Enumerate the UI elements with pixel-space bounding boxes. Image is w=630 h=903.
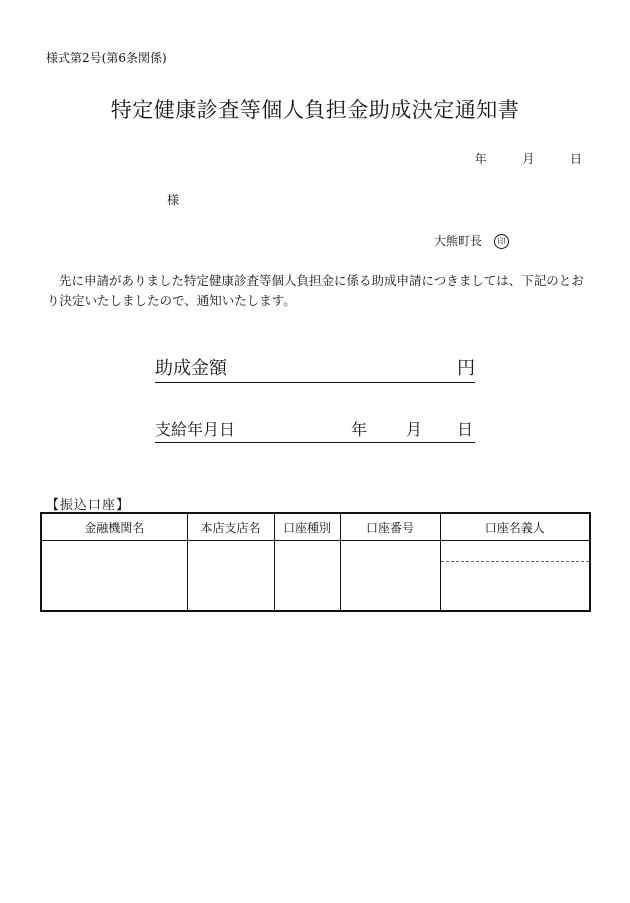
notice-body: 先に申請がありました特定健康診査等個人負担金に係る助成申請につきましては、下記のとおり決定いたしましたので、通知いたします。	[47, 273, 584, 308]
issuer	[434, 232, 509, 249]
issue-date	[475, 150, 582, 167]
bank-name-cell	[41, 541, 187, 612]
account-type-cell	[274, 541, 340, 612]
account-holder-cell	[440, 541, 590, 612]
addressee: 様	[167, 193, 180, 207]
date-year: 年	[474, 152, 487, 166]
seal-mark: 印	[494, 234, 509, 249]
grant-amount-label: 助成金額	[155, 358, 227, 379]
kana-divider	[441, 561, 590, 562]
table-header-row	[41, 513, 590, 541]
payment-year: 年	[351, 420, 368, 439]
bank-account-table	[40, 512, 591, 612]
col-branch-name: 本店支店名	[187, 513, 274, 541]
account-heading: 【振込口座】	[46, 498, 131, 513]
payment-month: 月	[406, 420, 423, 439]
col-account-holder: 口座名義人	[440, 513, 590, 541]
col-account-number: 口座番号	[340, 513, 440, 541]
form-number: 様式第2号(第6条関係)	[46, 51, 167, 65]
col-account-type: 口座種別	[274, 513, 340, 541]
branch-name-cell	[187, 541, 274, 612]
payment-date-label: 支給年月日	[155, 420, 236, 439]
account-number-cell	[340, 541, 440, 612]
payment-date-line	[155, 418, 475, 443]
date-month: 月	[522, 152, 535, 166]
table-row	[41, 541, 590, 612]
issuer-name: 大熊町長	[434, 234, 483, 248]
col-bank-name: 金融機関名	[41, 513, 187, 541]
grant-amount-line	[155, 358, 475, 383]
document-title: 特定健康診査等個人負担金助成決定通知書	[110, 98, 520, 122]
grant-amount-unit: 円	[457, 358, 475, 379]
payment-day: 日	[456, 420, 473, 439]
date-day: 日	[569, 152, 582, 166]
